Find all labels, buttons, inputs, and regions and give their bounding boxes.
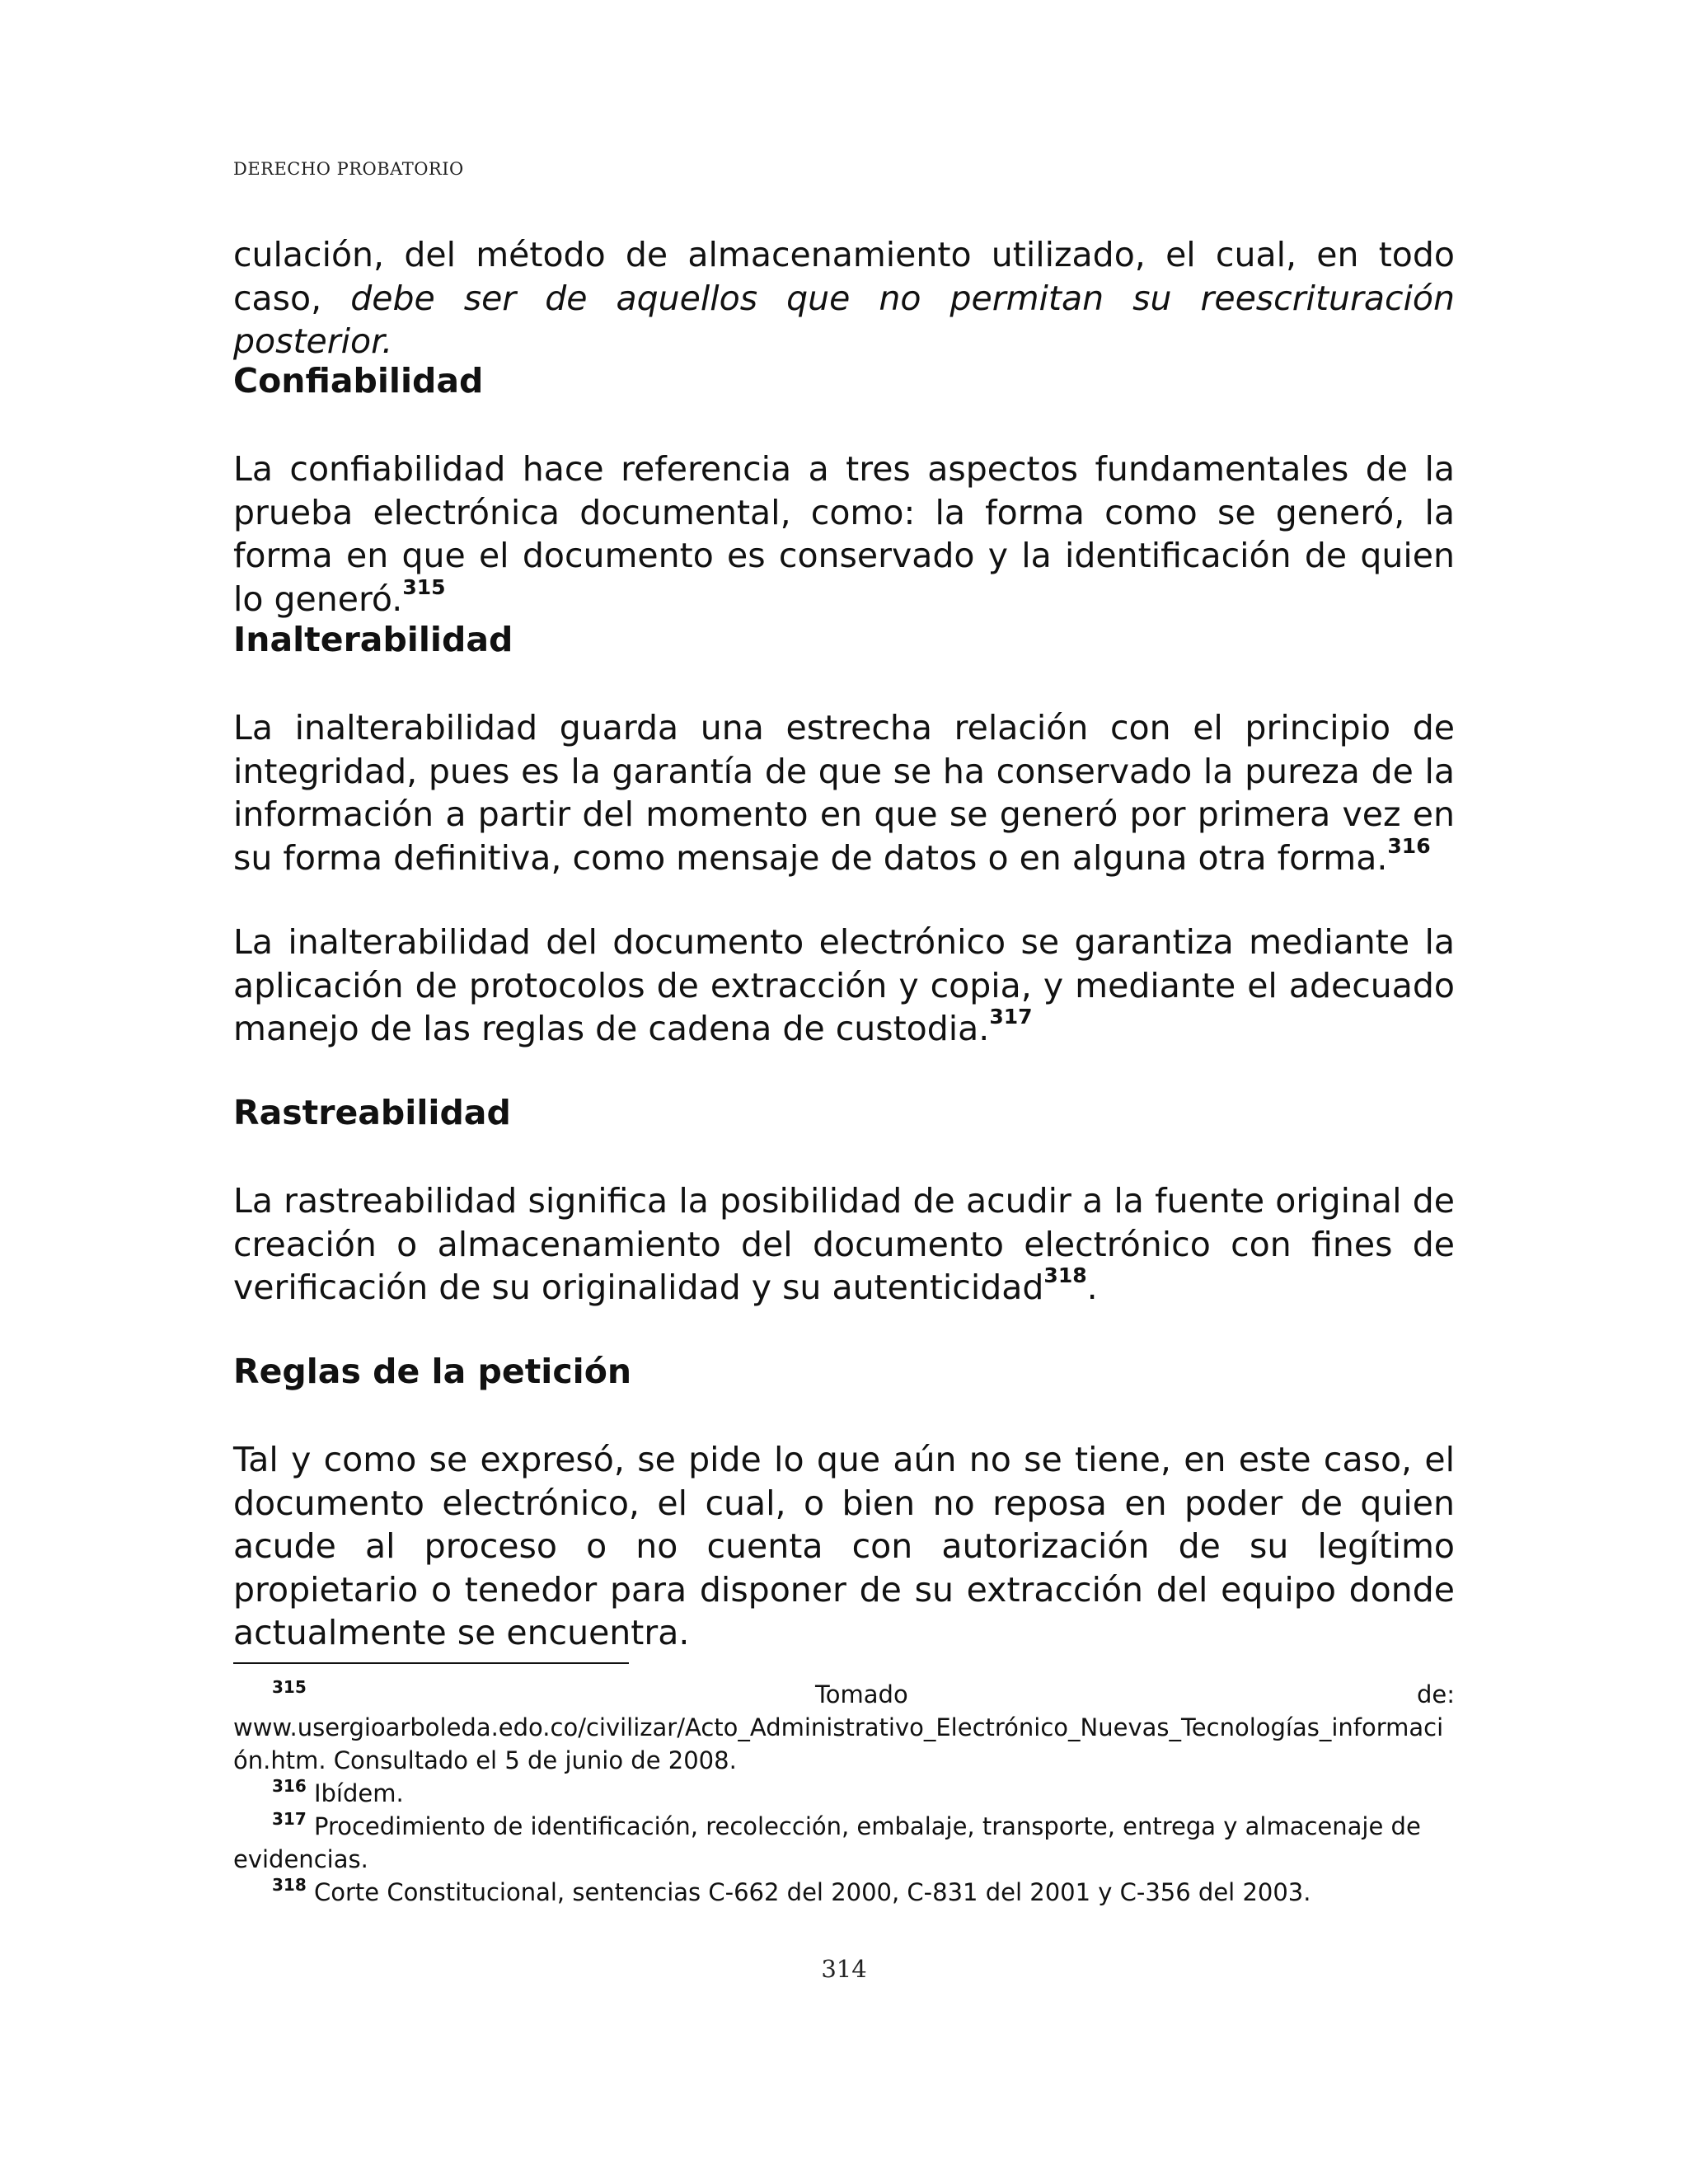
paragraph-rastreabilidad <box>233 1179 1455 1310</box>
footnote-number: 316 <box>272 1776 307 1796</box>
footnote-indent <box>233 1810 307 1843</box>
footnote-lead-row <box>233 1678 1455 1711</box>
paragraph-text: La inalterabilidad guarda una estrecha relación con el principio de integridad, pues es la garantía de que se ha conservado la pureza de la información a partir del momento en que se generó por primera vez en su forma definitiva, como mensaje de datos o en alguna otra forma. <box>233 708 1455 878</box>
heading-rastreabilidad: Rastreabilidad <box>233 1093 511 1132</box>
footnote-315 <box>233 1678 1455 1777</box>
footnote-ref-317[interactable]: 317 <box>989 1005 1033 1029</box>
page-number: 314 <box>821 1955 867 1983</box>
footnote-317 <box>233 1810 1455 1876</box>
footnote-number: 315 <box>272 1677 307 1697</box>
heading-inalterabilidad: Inalterabilidad <box>233 620 513 659</box>
footnote-lead-word: Tomado <box>815 1680 908 1708</box>
footnote-text: Corte Constitucional, sentencias C-662 del 2000, C-831 del 2001 y C-356 del 2003. <box>313 1878 1311 1906</box>
footnote-lead-end: de: <box>1416 1680 1455 1708</box>
paragraph-inalterabilidad-2 <box>233 921 1455 1051</box>
footnote-ref-318[interactable]: 318 <box>1043 1263 1087 1287</box>
paragraph-text: La rastreabilidad significa la posibilidad de acudir a la fuente original de creación o almacenamiento del documento electrónico con fines de verificación de su originalidad y su autenticidad <box>233 1181 1455 1307</box>
paragraph-trailing-punctuation: . <box>1086 1268 1098 1307</box>
intro-italic-text: debe ser de aquellos que no permitan su reescrituración posterior. <box>233 278 1455 361</box>
footnote-url[interactable]: www.usergioarboleda.edo.co/civilizar/Acto_Administrativo_Electrónico_Nuevas_Tecnologías_información.htm. Consultado el 5 de junio de 2008. <box>233 1713 1444 1774</box>
heading-confiabilidad: Confiabilidad <box>233 361 484 401</box>
footnote-ref-316[interactable]: 316 <box>1387 833 1431 858</box>
footnote-number: 318 <box>272 1875 307 1895</box>
footnote-318 <box>233 1876 1493 1909</box>
footnote-text: Ibídem. <box>313 1779 404 1807</box>
paragraph-text: Tal y como se expresó, se pide lo que aún no se tiene, en este caso, el documento electrónico, el cual, o bien no reposa en poder de quien acude al proceso o no cuenta con autorización de su legítimo propietario o tenedor para disponer de su extracción del equipo donde actualmente se encuentra. <box>233 1440 1455 1652</box>
paragraph-reglas <box>233 1438 1455 1655</box>
heading-reglas-de-la-peticion: Reglas de la petición <box>233 1352 632 1391</box>
intro-plain-text: culación, del método de almacenamiento utilizado, el cual, en todo caso, <box>233 235 1455 318</box>
paragraph-inalterabilidad-1 <box>233 706 1455 879</box>
footnote-divider <box>233 1662 629 1664</box>
footnote-ref-315[interactable]: 315 <box>402 574 446 599</box>
paragraph-text: La confiabilidad hace referencia a tres aspectos fundamentales de la prueba electrónica documental, como: la forma como se generó, la forma en que el documento es conservado y la identificación de quien lo generó. <box>233 449 1455 619</box>
footnote-316 <box>233 1777 1493 1810</box>
intro-paragraph <box>233 233 1455 363</box>
footnote-text: Procedimiento de identificación, recolección, embalaje, transporte, entrega y almacenaje de evidencias. <box>233 1812 1421 1873</box>
paragraph-confiabilidad <box>233 448 1455 621</box>
footnote-number: 317 <box>272 1809 307 1829</box>
running-header: DERECHO PROBATORIO <box>233 159 464 179</box>
paragraph-text: La inalterabilidad del documento electrónico se garantiza mediante la aplicación de protocolos de extracción y copia, y mediante el adecuado manejo de las reglas de cadena de custodia. <box>233 922 1455 1048</box>
